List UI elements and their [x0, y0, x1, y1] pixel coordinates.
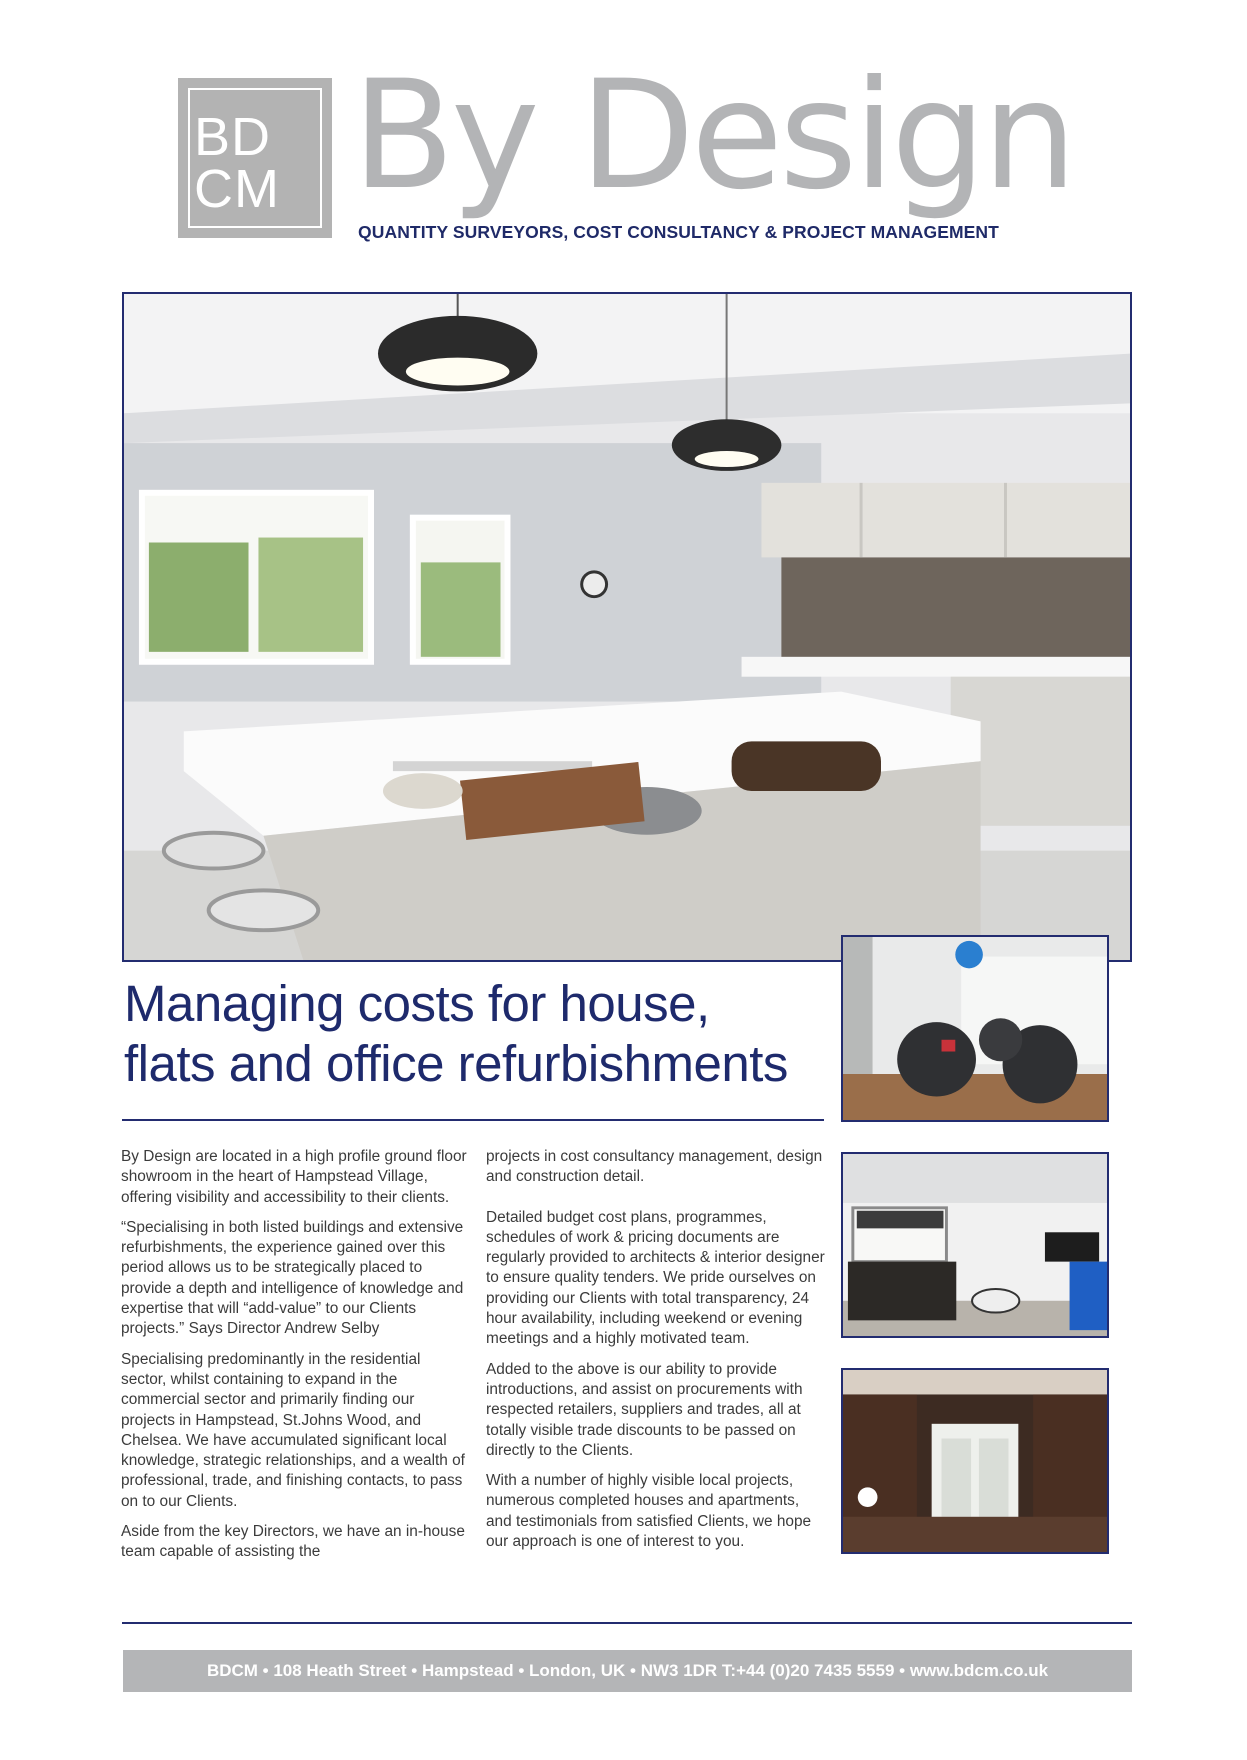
- headline-line-1: Managing costs for house,: [124, 975, 710, 1032]
- paragraph: Detailed budget cost plans, programmes, schedules of work & pricing documents are regularly provided to architects & interior designer to ensure quality tenders. We pride ourselves on providing our Clients with total transparency, 24 hour availability, including weekend or evening meetings and a highly motivated team.: [486, 1208, 825, 1348]
- thumb-living-room-photo: [841, 1152, 1109, 1338]
- headline-divider: [122, 1119, 824, 1121]
- logo-line-1: BD: [194, 107, 272, 167]
- paragraph: Added to the above is our ability to provide introductions, and assist on procurements with respected retailers, suppliers and trades, all at totally visible trade discounts to be passed on directly to the Clients.: [486, 1360, 803, 1459]
- hero-kitchen-photo: [122, 292, 1132, 962]
- tagline: QUANTITY SURVEYORS, COST CONSULTANCY & PROJECT MANAGEMENT: [358, 222, 999, 242]
- headline: [124, 974, 844, 1094]
- paragraph: By Design are located in a high profile ground floor showroom in the heart of Hampstead Village, offering visibility and accessibility to their clients.: [121, 1148, 467, 1206]
- brand-name: By Design: [352, 49, 1074, 223]
- paragraph: Aside from the key Directors, we have an in-house team capable of assisting the: [121, 1523, 465, 1561]
- footer-divider: [122, 1622, 1132, 1624]
- footer-contact-bar: BDCM • 108 Heath Street • Hampstead • London, UK • NW3 1DR T:+44 (0)20 7435 5559 • www.bdcm.co.uk: [123, 1650, 1132, 1692]
- body-column-1: [121, 1147, 467, 1573]
- logo-line-2: CM: [194, 159, 280, 219]
- thumb-dressing-room-photo: [841, 1368, 1109, 1554]
- paragraph: “Specialising in both listed buildings and extensive refurbishments, the experience gained over this period allows us to be strategically placed to provide a depth and intelligence of knowledge and expertise that will “add-value” to our Clients projects.” Says Director Andrew Selby: [121, 1218, 464, 1338]
- paragraph: With a number of highly visible local projects, numerous completed houses and apartments, and testimonials from satisfied Clients, we hope our approach is one of interest to you.: [486, 1472, 812, 1551]
- paragraph: projects in cost consultancy management, design and construction detail.: [486, 1148, 823, 1186]
- paragraph: Specialising predominantly in the residential sector, whilst containing to expand in the commercial sector and primarily finding our projects in Hampstead, St.Johns Wood, and Chelsea. We have accumulated significant local knowledge, strategic relationships, and a wealth of professional, trade, and finishing contacts, to pass on to our Clients.: [121, 1350, 465, 1510]
- bdcm-logo: [178, 78, 332, 238]
- thumb-egg-chairs-photo: [841, 935, 1109, 1122]
- body-column-2: [486, 1147, 826, 1562]
- headline-line-2: flats and office refurbishments: [124, 1035, 788, 1092]
